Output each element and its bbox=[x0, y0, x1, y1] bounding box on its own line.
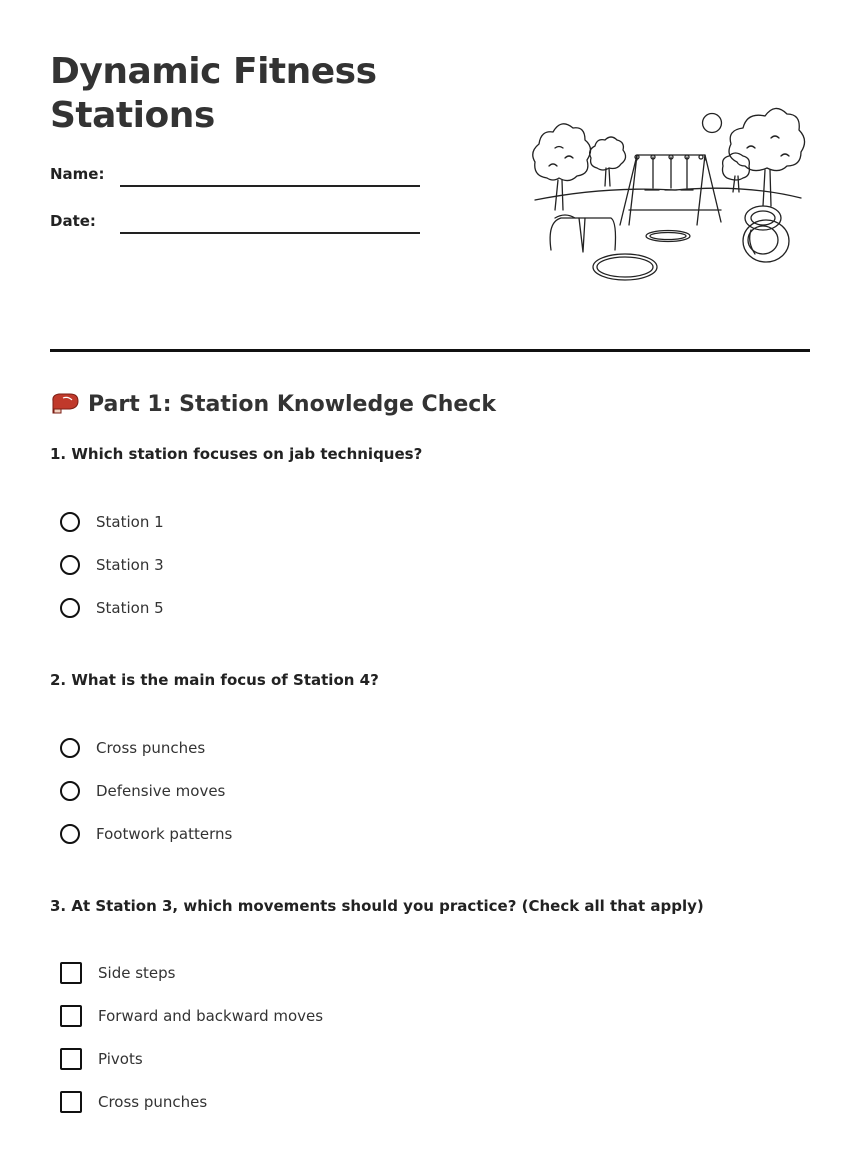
q1-option-2[interactable] bbox=[60, 552, 164, 578]
option-label: Side steps bbox=[98, 964, 176, 982]
option-label: Cross punches bbox=[96, 739, 206, 757]
q3-option-2[interactable] bbox=[60, 1003, 323, 1029]
q2-option-2[interactable] bbox=[60, 778, 225, 804]
name-label: Name: bbox=[50, 165, 105, 183]
small-tree-icon bbox=[590, 137, 626, 186]
playground-illustration bbox=[525, 100, 810, 290]
section-divider bbox=[50, 349, 810, 352]
checkbox[interactable] bbox=[60, 1005, 82, 1027]
tree-icon bbox=[533, 124, 591, 210]
checkbox[interactable] bbox=[60, 962, 82, 984]
q1-option-1[interactable] bbox=[60, 509, 164, 535]
option-label: Station 1 bbox=[96, 513, 164, 531]
option-label: Defensive moves bbox=[96, 782, 226, 800]
date-field-row bbox=[50, 212, 420, 242]
climbing-arch-icon bbox=[550, 215, 615, 252]
q1-option-3[interactable] bbox=[60, 595, 164, 621]
section-heading bbox=[50, 388, 496, 420]
question-3: 3. At Station 3, which movements should you practice? (Check all that apply) bbox=[50, 897, 704, 915]
option-label: Footwork patterns bbox=[96, 825, 233, 843]
q3-option-1[interactable] bbox=[60, 960, 175, 986]
question-2: 2. What is the main focus of Station 4? bbox=[50, 671, 379, 689]
sun-icon bbox=[703, 114, 722, 133]
radio-button[interactable] bbox=[60, 824, 80, 844]
radio-button[interactable] bbox=[60, 781, 80, 801]
checkbox[interactable] bbox=[60, 1048, 82, 1070]
option-label: Forward and backward moves bbox=[98, 1007, 324, 1025]
radio-button[interactable] bbox=[60, 738, 80, 758]
option-label: Station 5 bbox=[96, 599, 164, 617]
boxing-glove-icon bbox=[50, 392, 80, 416]
question-1: 1. Which station focuses on jab techniques? bbox=[50, 445, 423, 463]
q2-option-3[interactable] bbox=[60, 821, 232, 847]
date-label: Date: bbox=[50, 212, 96, 230]
right-small-tree-icon bbox=[723, 153, 750, 192]
page-title bbox=[50, 50, 470, 138]
page-title-line-1: Dynamic Fitness bbox=[50, 51, 377, 92]
date-input-line[interactable] bbox=[120, 232, 420, 234]
name-input-line[interactable] bbox=[120, 185, 420, 187]
option-label: Cross punches bbox=[98, 1093, 208, 1111]
q3-option-4[interactable] bbox=[60, 1089, 207, 1115]
q3-option-3[interactable] bbox=[60, 1046, 143, 1072]
option-label: Station 3 bbox=[96, 556, 164, 574]
checkbox[interactable] bbox=[60, 1091, 82, 1113]
page-title-line-2: Stations bbox=[50, 95, 215, 136]
name-field-row bbox=[50, 165, 420, 195]
section-heading-text: Part 1: Station Knowledge Check bbox=[88, 391, 496, 417]
radio-button[interactable] bbox=[60, 512, 80, 532]
radio-button[interactable] bbox=[60, 598, 80, 618]
q2-option-1[interactable] bbox=[60, 735, 205, 761]
swing-set-icon bbox=[620, 155, 721, 225]
large-hoop-icon bbox=[593, 254, 657, 280]
option-label: Pivots bbox=[98, 1050, 143, 1068]
radio-button[interactable] bbox=[60, 555, 80, 575]
tire-icon bbox=[743, 206, 789, 262]
